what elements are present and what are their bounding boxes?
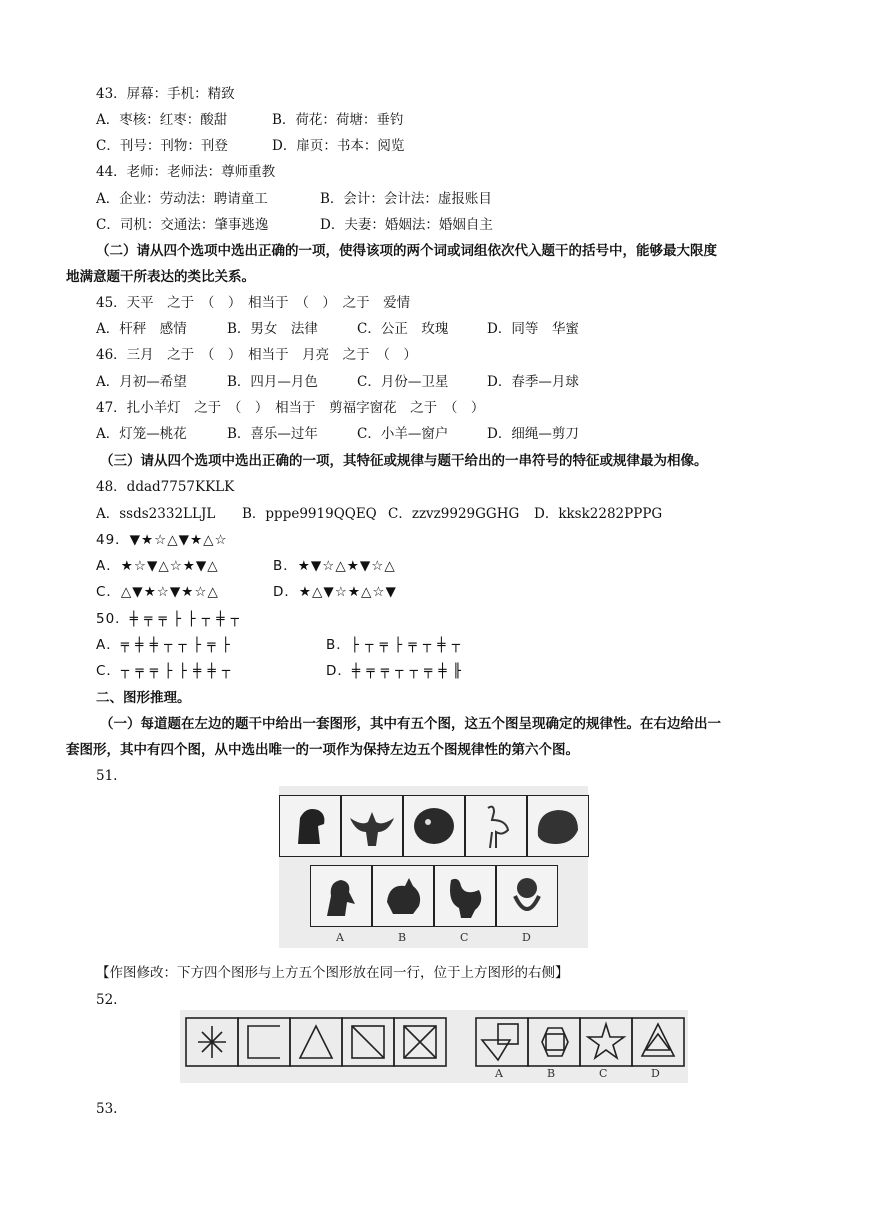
q45-option-c: C．公正 玫瑰 — [357, 321, 449, 337]
figure-edit-note: 【作图修改：下方四个图形与上方五个图形放在同一行，位于上方图形的右侧】 — [96, 965, 569, 981]
q43-option-d: D．扉页：书本：阅览 — [272, 138, 405, 154]
part2-intro-line2: 套图形，其中有四个图，从中选出唯一的一项作为保持左边五个图规律性的第六个图。 — [66, 742, 579, 758]
section3-intro: （三）请从四个选项中选出正确的一项，其特征或规律与题干给出的一串符号的特征或规律最为相像。 — [100, 453, 708, 469]
q52-label-c: C — [599, 1067, 608, 1080]
q51-option-figure-c — [434, 865, 496, 927]
q48-option-a: A．ssds2332LLJL — [96, 506, 216, 522]
q45-option-a: A．杆秤 感情 — [96, 321, 187, 337]
q51-number: 51. — [96, 768, 118, 784]
q46-option-a: A．月初—希望 — [96, 374, 187, 390]
q47-option-a: A．灯笼—桃花 — [96, 426, 187, 442]
q49-option-c: C．△▼★☆▼★☆△ — [96, 584, 219, 600]
q51-label-a: A — [336, 931, 344, 944]
q48-option-b: B．pppe9919QQEQ — [242, 506, 377, 522]
q53-number: 53. — [96, 1101, 118, 1117]
q47-option-b: B．喜乐—过年 — [227, 426, 318, 442]
part2-title: 二、图形推理。 — [96, 690, 191, 706]
q51-label-b: B — [398, 931, 407, 944]
q51-stem-figure-2 — [341, 795, 403, 857]
q52-figure — [180, 1010, 688, 1083]
q51-option-figure-d — [496, 865, 558, 927]
q43-option-a: A．枣核：红枣：酸甜 — [96, 112, 228, 128]
q49-option-a: A．★☆▼△☆★▼△ — [96, 558, 219, 574]
q44-option-c: C．司机：交通法：肇事逃逸 — [96, 217, 269, 233]
q43-stem: 43．屏幕：手机：精致 — [96, 86, 235, 102]
part2-intro-line1: （一）每道题在左边的题干中给出一套图形，其中有五个图，这五个图呈现确定的规律性。在右边给出一 — [100, 716, 721, 732]
q43-option-b: B．荷花：荷塘：垂钓 — [272, 112, 404, 128]
q51-stem-figure-5 — [527, 795, 589, 857]
q52-label-d: D — [651, 1067, 660, 1080]
q45-option-b: B．男女 法律 — [227, 321, 318, 337]
q50-option-d: D．╪ ╤ ╤ ┬ ┬ ╤ ╪ ╟ — [326, 663, 462, 679]
q49-option-d: D．★△▼☆★△☆▼ — [273, 584, 397, 600]
q44-stem: 44．老师：老师法：尊师重教 — [96, 164, 276, 180]
section2-intro-line1: （二）请从四个选项中选出正确的一项，使得该项的两个词或词组依次代入题干的括号中，能够最大限度 — [96, 243, 717, 259]
q50-stem: 50．╪ ╤ ╤ ├ ├ ┬ ╪ ┬ — [96, 611, 240, 627]
q51-stem-figure-3 — [403, 795, 465, 857]
q52-label-a: A — [495, 1067, 503, 1080]
q51-option-figure-a — [310, 865, 372, 927]
q48-option-c: C．zzvz9929GGHG — [388, 506, 520, 522]
q51-figure — [279, 786, 588, 948]
q51-label-c: C — [460, 931, 469, 944]
q51-stem-figure-4 — [465, 795, 527, 857]
q47-stem: 47．扎小羊灯 之于 （ ） 相当于 剪福字窗花 之于 （ ） — [96, 400, 485, 416]
q45-stem: 45．天平 之于 （ ） 相当于 （ ） 之于 爱情 — [96, 295, 411, 311]
q50-option-b: B．├ ┬ ╤ ├ ╤ ┬ ╪ ┬ — [326, 637, 461, 653]
q51-option-figure-b — [372, 865, 434, 927]
q52-number: 52. — [96, 992, 118, 1008]
q46-option-c: C．月份—卫星 — [357, 374, 449, 390]
q44-option-b: B．会计：会计法：虚报账目 — [320, 191, 492, 207]
q46-stem: 46．三月 之于 （ ） 相当于 月亮 之于 （ ） — [96, 347, 417, 363]
q50-option-a: A．╤ ╪ ╪ ┬ ┬ ├ ╤ ├ — [96, 637, 231, 653]
q47-option-c: C．小羊—窗户 — [357, 426, 449, 442]
q48-stem: 48．ddad7757KKLK — [96, 479, 235, 495]
q43-option-c: C．刊号：刊物：刊登 — [96, 138, 228, 154]
q49-stem: 49．▼★☆△▼★△☆ — [96, 532, 228, 548]
q49-option-b: B．★▼☆△★▼☆△ — [273, 558, 396, 574]
q45-option-d: D．同等 华蜜 — [487, 321, 579, 337]
q44-option-a: A．企业：劳动法：聘请童工 — [96, 191, 268, 207]
q50-option-c: C．┬ ╤ ╤ ├ ├ ╪ ╪ ┬ — [96, 663, 231, 679]
q47-option-d: D．细绳—剪刀 — [487, 426, 579, 442]
q51-label-d: D — [522, 931, 531, 944]
q46-option-b: B．四月—月色 — [227, 374, 318, 390]
section2-intro-line2: 地满意题干所表达的类比关系。 — [66, 269, 255, 285]
q46-option-d: D．春季—月球 — [487, 374, 579, 390]
q52-label-b: B — [547, 1067, 556, 1080]
q51-stem-figure-1 — [279, 795, 341, 857]
q48-option-d: D．kksk2282PPPG — [534, 506, 663, 522]
q44-option-d: D．夫妻：婚姻法：婚姻自主 — [320, 217, 493, 233]
